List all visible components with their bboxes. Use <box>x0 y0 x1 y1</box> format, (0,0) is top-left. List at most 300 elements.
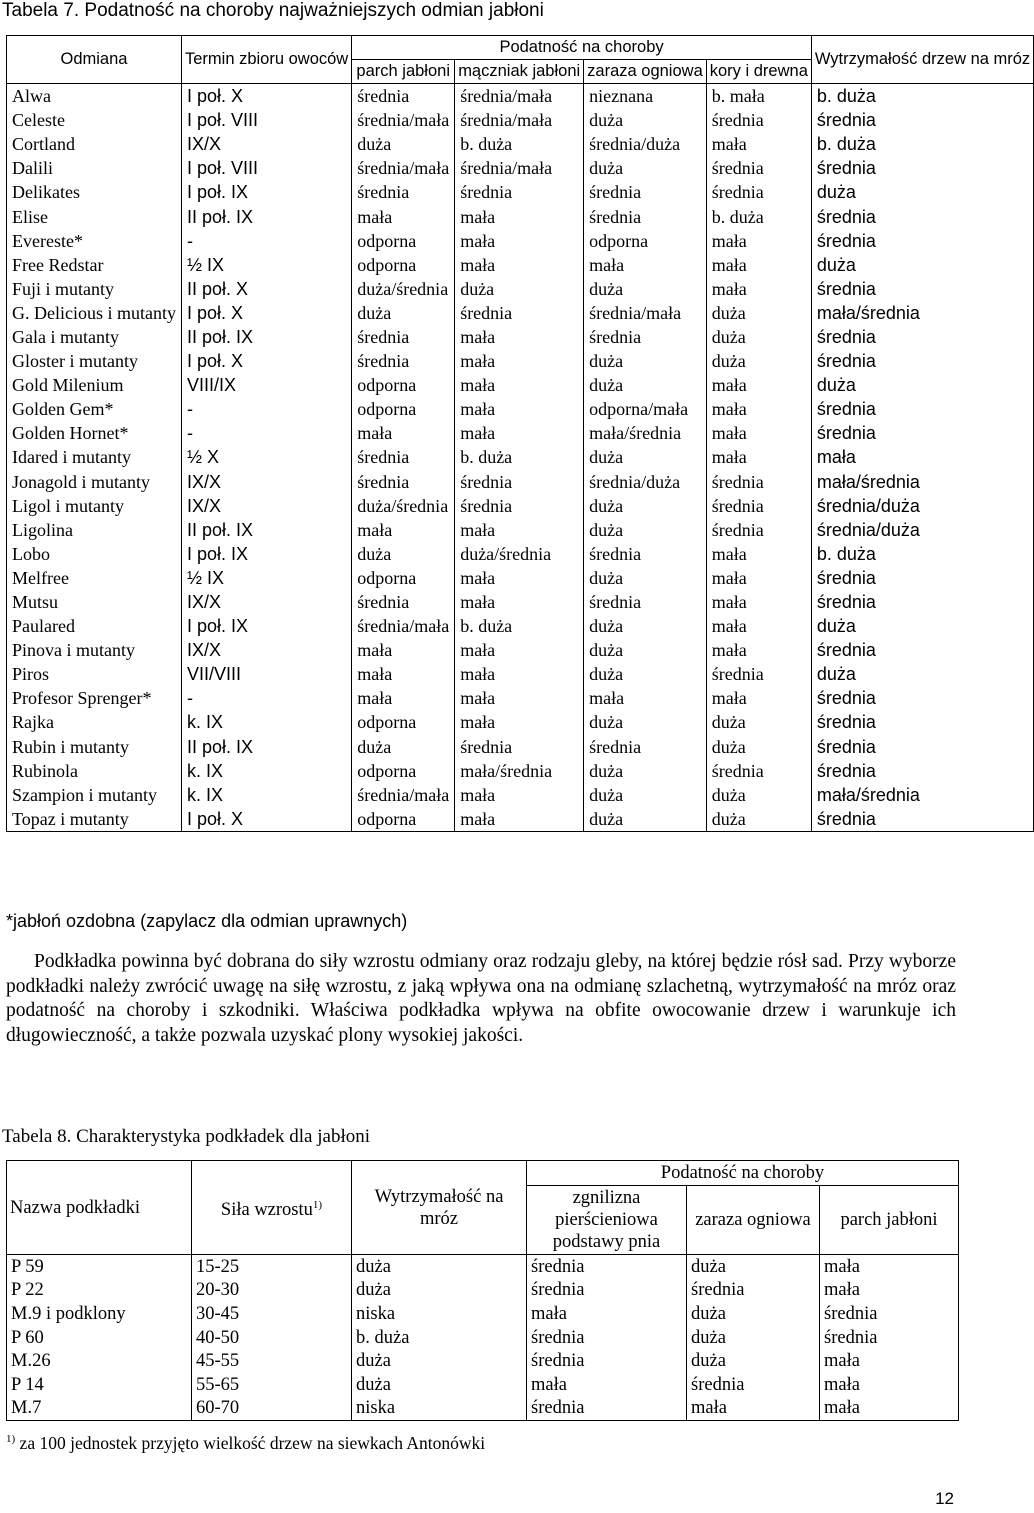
table-cell: mała <box>706 397 811 421</box>
header-nazwa: Nazwa podkładki <box>7 1161 192 1255</box>
table8-body <box>7 1255 959 1421</box>
table-cell: mała <box>455 229 584 253</box>
table-cell: mała <box>455 710 584 734</box>
table-cell: niska <box>352 1397 527 1421</box>
table-cell: - <box>181 421 351 445</box>
table-cell: mała <box>706 686 811 710</box>
table-cell: duża <box>706 349 811 373</box>
table-cell: średnia/mała <box>455 108 584 132</box>
table-cell: II poł. IX <box>181 735 351 759</box>
header-wytrzymalosc-8: Wytrzymałość na mróz <box>352 1161 527 1255</box>
table-cell: średnia <box>527 1349 687 1373</box>
table-row <box>7 1349 959 1373</box>
table-cell: odporna <box>584 229 707 253</box>
table-cell: mała <box>455 204 584 228</box>
table-cell: duża/średnia <box>455 542 584 566</box>
footnote-text: za 100 jednostek przyjęto wielkość drzew na siewkach Antonówki <box>15 1433 486 1453</box>
table-cell: średnia <box>687 1373 820 1397</box>
table-cell: Cortland <box>7 132 182 156</box>
table-cell: mała/średnia <box>811 470 1033 494</box>
table-cell: średnia <box>584 590 707 614</box>
table-cell: Alwa <box>7 84 182 109</box>
table-cell: b. duża <box>706 204 811 228</box>
table-cell: duża <box>584 494 707 518</box>
table-cell: mała <box>455 373 584 397</box>
table-cell: - <box>181 397 351 421</box>
table-cell: duża <box>352 1373 527 1397</box>
table-cell: odporna <box>352 566 455 590</box>
table-cell: 30-45 <box>192 1302 352 1326</box>
table-row <box>7 590 1034 614</box>
table-cell: Topaz i mutanty <box>7 807 182 832</box>
table-cell: b. duża <box>811 132 1033 156</box>
table-cell: b. duża <box>811 84 1033 109</box>
table-cell: I poł. X <box>181 349 351 373</box>
table-cell: duża/średnia <box>352 277 455 301</box>
table-row <box>7 421 1034 445</box>
table-cell: duża <box>706 710 811 734</box>
header-parch: parch jabłoni <box>352 60 455 84</box>
table-row <box>7 325 1034 349</box>
table-cell: Dalili <box>7 156 182 180</box>
table-cell: średnia <box>527 1397 687 1421</box>
table-cell: średnia <box>527 1279 687 1303</box>
table-cell: średnia <box>811 204 1033 228</box>
table-cell: mała <box>455 253 584 277</box>
table-cell: IX/X <box>181 494 351 518</box>
table-cell: duża <box>584 614 707 638</box>
table-cell: mała <box>455 590 584 614</box>
table-cell: średnia <box>706 518 811 542</box>
table-cell: I poł. IX <box>181 180 351 204</box>
table7-footnote: *jabłoń ozdobna (zapylacz dla odmian uprawnych) <box>6 911 408 931</box>
table-cell: mała <box>455 686 584 710</box>
table-row <box>7 204 1034 228</box>
table-cell: średnia <box>811 807 1033 832</box>
table-cell: średnia <box>584 735 707 759</box>
table-cell: duża <box>687 1302 820 1326</box>
table-cell: mała <box>811 445 1033 469</box>
table-row <box>7 349 1034 373</box>
header-sila-text: Siła wzrostu <box>220 1200 313 1221</box>
table-cell: mała <box>820 1373 959 1397</box>
table-cell: mała/średnia <box>811 301 1033 325</box>
table-row <box>7 1279 959 1303</box>
table-cell: IX/X <box>181 590 351 614</box>
table-cell: mała <box>706 253 811 277</box>
table-cell: k. IX <box>181 783 351 807</box>
table-cell: średnia <box>706 180 811 204</box>
table-cell: duża <box>706 301 811 325</box>
table-cell: duża <box>706 807 811 832</box>
table-cell: średnia/mała <box>455 84 584 109</box>
table-cell: II poł. X <box>181 277 351 301</box>
table-cell: duża <box>584 277 707 301</box>
table-cell: duża <box>352 132 455 156</box>
table-cell: średnia <box>584 180 707 204</box>
table-cell: Rubin i mutanty <box>7 735 182 759</box>
table-row <box>7 638 1034 662</box>
table-cell: średnia <box>352 84 455 109</box>
table7-body <box>7 84 1034 832</box>
table-cell: Celeste <box>7 108 182 132</box>
header-wytrzymalosc: Wytrzymałość drzew na mróz <box>811 36 1033 84</box>
table-cell: mała <box>706 566 811 590</box>
table-row <box>7 710 1034 734</box>
table-cell: duża <box>584 710 707 734</box>
table-cell: średnia <box>811 349 1033 373</box>
table-cell: mała <box>584 253 707 277</box>
table-cell: odporna <box>352 229 455 253</box>
table-row <box>7 1302 959 1326</box>
table-cell: średnia <box>455 735 584 759</box>
table-cell: duża <box>352 1279 527 1303</box>
table-row <box>7 397 1034 421</box>
table-cell: średnia <box>352 445 455 469</box>
table-cell: mała <box>455 397 584 421</box>
table-cell: duża <box>811 180 1033 204</box>
table-cell: mała <box>455 518 584 542</box>
table-cell: średnia <box>811 590 1033 614</box>
table-row <box>7 229 1034 253</box>
table-cell: b. mała <box>706 84 811 109</box>
table-cell: mała <box>820 1279 959 1303</box>
table-cell: średnia/duża <box>811 518 1033 542</box>
table-cell: średnia <box>352 470 455 494</box>
table-cell: średnia <box>455 494 584 518</box>
table-cell: średnia <box>706 494 811 518</box>
table-cell: średnia <box>811 566 1033 590</box>
table-cell: nieznana <box>584 84 707 109</box>
table-cell: średnia <box>352 325 455 349</box>
table-row <box>7 566 1034 590</box>
table-cell: Rajka <box>7 710 182 734</box>
table-cell: Lobo <box>7 542 182 566</box>
table-cell: duża <box>584 156 707 180</box>
table-cell: P 22 <box>7 1279 192 1303</box>
table-cell: średnia <box>455 470 584 494</box>
table-row <box>7 1326 959 1350</box>
table-cell: średnia <box>811 325 1033 349</box>
table-row <box>7 277 1034 301</box>
table-cell: mała <box>352 421 455 445</box>
table-cell: Pinova i mutanty <box>7 638 182 662</box>
table-row <box>7 662 1034 686</box>
table-cell: 60-70 <box>192 1397 352 1421</box>
table-cell: G. Delicious i mutanty <box>7 301 182 325</box>
table-cell: 45-55 <box>192 1349 352 1373</box>
table-row <box>7 1373 959 1397</box>
table-cell: Elise <box>7 204 182 228</box>
table-row <box>7 518 1034 542</box>
table-cell: średnia <box>455 301 584 325</box>
table-row <box>7 470 1034 494</box>
header-sila <box>192 1161 352 1255</box>
table-cell: Melfree <box>7 566 182 590</box>
table-cell: duża <box>584 445 707 469</box>
table-cell: I poł. VIII <box>181 156 351 180</box>
table-cell: IX/X <box>181 470 351 494</box>
table-cell: M.7 <box>7 1397 192 1421</box>
table-cell: mała <box>455 349 584 373</box>
table-cell: duża <box>811 253 1033 277</box>
header-kory: kory i drewna <box>706 60 811 84</box>
table-cell: średnia <box>584 325 707 349</box>
header-maczniak: mączniak jabłoni <box>455 60 584 84</box>
table-cell: średnia/duża <box>584 470 707 494</box>
table-cell: duża <box>687 1326 820 1350</box>
header-zaraza-8: zaraza ogniowa <box>687 1186 820 1255</box>
header-odmiana: Odmiana <box>7 36 182 84</box>
table-cell: IX/X <box>181 638 351 662</box>
table-cell: mała <box>455 783 584 807</box>
table8 <box>6 1160 959 1421</box>
table-row <box>7 84 1034 109</box>
table-cell: mała <box>527 1373 687 1397</box>
table-cell: Ligol i mutanty <box>7 494 182 518</box>
table-cell: średnia <box>820 1302 959 1326</box>
table-row <box>7 1397 959 1421</box>
table-cell: średnia <box>811 638 1033 662</box>
table-cell: Gala i mutanty <box>7 325 182 349</box>
table-cell: Golden Gem* <box>7 397 182 421</box>
page-number: 12 <box>935 1489 954 1508</box>
table-cell: średnia/duża <box>584 132 707 156</box>
table7 <box>6 35 1034 832</box>
table-cell: średnia <box>811 735 1033 759</box>
table-cell: mała <box>706 373 811 397</box>
table-cell: mała/średnia <box>455 759 584 783</box>
table-cell: mała <box>352 638 455 662</box>
table-cell: duża <box>352 301 455 325</box>
table-cell: P 59 <box>7 1255 192 1279</box>
table-cell: mała <box>706 445 811 469</box>
table-cell: średnia <box>811 421 1033 445</box>
table-cell: Rubinola <box>7 759 182 783</box>
table-cell: duża <box>352 1255 527 1279</box>
table-row <box>7 686 1034 710</box>
footnote-mark: 1) <box>6 1433 16 1446</box>
table-cell: - <box>181 229 351 253</box>
table-cell: mała <box>820 1397 959 1421</box>
table-cell: mała <box>706 421 811 445</box>
table-cell: średnia <box>527 1326 687 1350</box>
table-cell: duża <box>811 614 1033 638</box>
table-cell: średnia <box>811 686 1033 710</box>
table-cell: mała <box>687 1397 820 1421</box>
table-row <box>7 1255 959 1279</box>
table-cell: duża <box>352 1349 527 1373</box>
table-row <box>7 156 1034 180</box>
table-cell: VII/VIII <box>181 662 351 686</box>
table-cell: - <box>181 686 351 710</box>
table-cell: średnia <box>352 590 455 614</box>
table-cell: mała <box>352 686 455 710</box>
table-cell: mała <box>455 566 584 590</box>
table-cell: Jonagold i mutanty <box>7 470 182 494</box>
table-cell: ½ X <box>181 445 351 469</box>
table-row <box>7 542 1034 566</box>
table8-caption: Tabela 8. Charakterystyka podkładek dla jabłoni <box>2 1126 370 1147</box>
table7-caption: Tabela 7. Podatność na choroby najważniejszych odmian jabłoni <box>2 0 544 21</box>
table-cell: duża <box>352 542 455 566</box>
table-cell: średnia <box>811 397 1033 421</box>
table-cell: Free Redstar <box>7 253 182 277</box>
table-cell: k. IX <box>181 759 351 783</box>
table-cell: duża <box>584 349 707 373</box>
table-cell: duża <box>584 662 707 686</box>
table-row <box>7 253 1034 277</box>
table-cell: średnia <box>687 1279 820 1303</box>
table-cell: Paulared <box>7 614 182 638</box>
table-row <box>7 807 1034 832</box>
table-row <box>7 494 1034 518</box>
table-cell: 20-30 <box>192 1279 352 1303</box>
table-cell: mała <box>706 542 811 566</box>
table-cell: Idared i mutanty <box>7 445 182 469</box>
table-cell: odporna/mała <box>584 397 707 421</box>
table-cell: Szampion i mutanty <box>7 783 182 807</box>
table-cell: duża <box>584 566 707 590</box>
table-cell: duża <box>811 662 1033 686</box>
table-cell: niska <box>352 1302 527 1326</box>
table-cell: mała <box>455 421 584 445</box>
table-row <box>7 614 1034 638</box>
table-cell: średnia <box>706 470 811 494</box>
table-cell: mała <box>820 1255 959 1279</box>
table-row <box>7 180 1034 204</box>
body-paragraph: Podkładka powinna być dobrana do siły wzrostu odmiany oraz rodzaju gleby, na której będzie rósł sad. Przy wyborze podkładki należy zwrócić uwagę na siłę wzrostu, z jaką wpływa ona na odmianę szlachetną, wytrzymałość na mróz oraz podatność na choroby i szkodniki. Właściwa podkładka wpływa na obfite owocowanie drzew i warunkuje ich długowieczność, a także pozwala uzyskać plony wysokiej jakości. <box>6 951 956 1046</box>
table-cell: średnia <box>584 204 707 228</box>
table-cell: Piros <box>7 662 182 686</box>
table-cell: średnia <box>706 156 811 180</box>
table-cell: odporna <box>352 759 455 783</box>
table-cell: średnia/mała <box>352 156 455 180</box>
table-cell: średnia <box>706 759 811 783</box>
table-cell: średnia <box>706 108 811 132</box>
table-cell: Gloster i mutanty <box>7 349 182 373</box>
table-cell: średnia <box>820 1326 959 1350</box>
table-cell: mała <box>352 662 455 686</box>
table-row <box>7 759 1034 783</box>
table-cell: mała <box>706 590 811 614</box>
table-cell: I poł. IX <box>181 614 351 638</box>
table-cell: średnia <box>811 277 1033 301</box>
table-cell: mała <box>455 638 584 662</box>
header-sila-sup: 1) <box>312 1198 323 1211</box>
table-row <box>7 301 1034 325</box>
table-cell: Evereste* <box>7 229 182 253</box>
table-cell: mała <box>706 277 811 301</box>
table-cell: mała <box>352 204 455 228</box>
table-cell: I poł. X <box>181 807 351 832</box>
table-cell: duża <box>687 1349 820 1373</box>
table-cell: ½ IX <box>181 253 351 277</box>
table-cell: średnia <box>706 662 811 686</box>
table8-footnote <box>6 1433 485 1454</box>
table-cell: duża/średnia <box>352 494 455 518</box>
table-cell: średnia <box>811 108 1033 132</box>
table-cell: Profesor Sprenger* <box>7 686 182 710</box>
table-cell: Golden Hornet* <box>7 421 182 445</box>
table-cell: II poł. IX <box>181 325 351 349</box>
table-cell: duża <box>584 759 707 783</box>
table-cell: mała/średnia <box>584 421 707 445</box>
table-cell: duża <box>706 735 811 759</box>
table-cell: średnia <box>455 180 584 204</box>
header-podatnosc-8: Podatność na choroby <box>527 1161 959 1186</box>
table-cell: 15-25 <box>192 1255 352 1279</box>
table-cell: mała/średnia <box>811 783 1033 807</box>
table-cell: duża <box>706 325 811 349</box>
header-zaraza: zaraza ogniowa <box>584 60 707 84</box>
table-cell: duża <box>687 1255 820 1279</box>
header-parch-8: parch jabłoni <box>820 1186 959 1255</box>
table-cell: duża <box>584 638 707 662</box>
table-cell: duża <box>455 277 584 301</box>
table-cell: Gold Milenium <box>7 373 182 397</box>
table-cell: mała <box>455 662 584 686</box>
table-cell: średnia <box>352 349 455 373</box>
table-cell: duża <box>584 518 707 542</box>
table-cell: duża <box>584 108 707 132</box>
table-cell: mała <box>352 518 455 542</box>
table-cell: mała <box>455 325 584 349</box>
table-cell: odporna <box>352 373 455 397</box>
header-zgnilizna: zgnilizna pierścieniowa podstawy pnia <box>527 1186 687 1255</box>
table-cell: 55-65 <box>192 1373 352 1397</box>
table-cell: I poł. X <box>181 84 351 109</box>
table-cell: Fuji i mutanty <box>7 277 182 301</box>
table-cell: średnia <box>811 156 1033 180</box>
table-cell: M.9 i podklony <box>7 1302 192 1326</box>
table-cell: mała <box>820 1349 959 1373</box>
table-cell: Ligolina <box>7 518 182 542</box>
table-cell: średnia <box>811 759 1033 783</box>
table-cell: IX/X <box>181 132 351 156</box>
table-cell: II poł. IX <box>181 518 351 542</box>
table-cell: średnia/mała <box>455 156 584 180</box>
table-cell: średnia/duża <box>811 494 1033 518</box>
header-termin: Termin zbioru owoców <box>181 36 351 84</box>
table-cell: duża <box>584 783 707 807</box>
table-cell: średnia <box>584 542 707 566</box>
table-cell: b. duża <box>455 132 584 156</box>
table-cell: duża <box>811 373 1033 397</box>
table-cell: mała <box>455 807 584 832</box>
table-cell: duża <box>706 783 811 807</box>
table-cell: średnia <box>811 710 1033 734</box>
table-cell: VIII/IX <box>181 373 351 397</box>
table-cell: b. duża <box>455 445 584 469</box>
table-cell: II poł. IX <box>181 204 351 228</box>
table-cell: b. duża <box>811 542 1033 566</box>
table-cell: b. duża <box>455 614 584 638</box>
table-cell: mała <box>527 1302 687 1326</box>
header-podatnosc: Podatność na choroby <box>352 36 812 60</box>
table-row <box>7 783 1034 807</box>
table-cell: średnia/mała <box>584 301 707 325</box>
table-cell: Delikates <box>7 180 182 204</box>
table-cell: średnia/mała <box>352 783 455 807</box>
table-cell: średnia <box>811 229 1033 253</box>
table-cell: M.26 <box>7 1349 192 1373</box>
table-cell: odporna <box>352 710 455 734</box>
table-cell: średnia/mała <box>352 614 455 638</box>
table-cell: P 14 <box>7 1373 192 1397</box>
table-row <box>7 108 1034 132</box>
table-cell: duża <box>584 807 707 832</box>
